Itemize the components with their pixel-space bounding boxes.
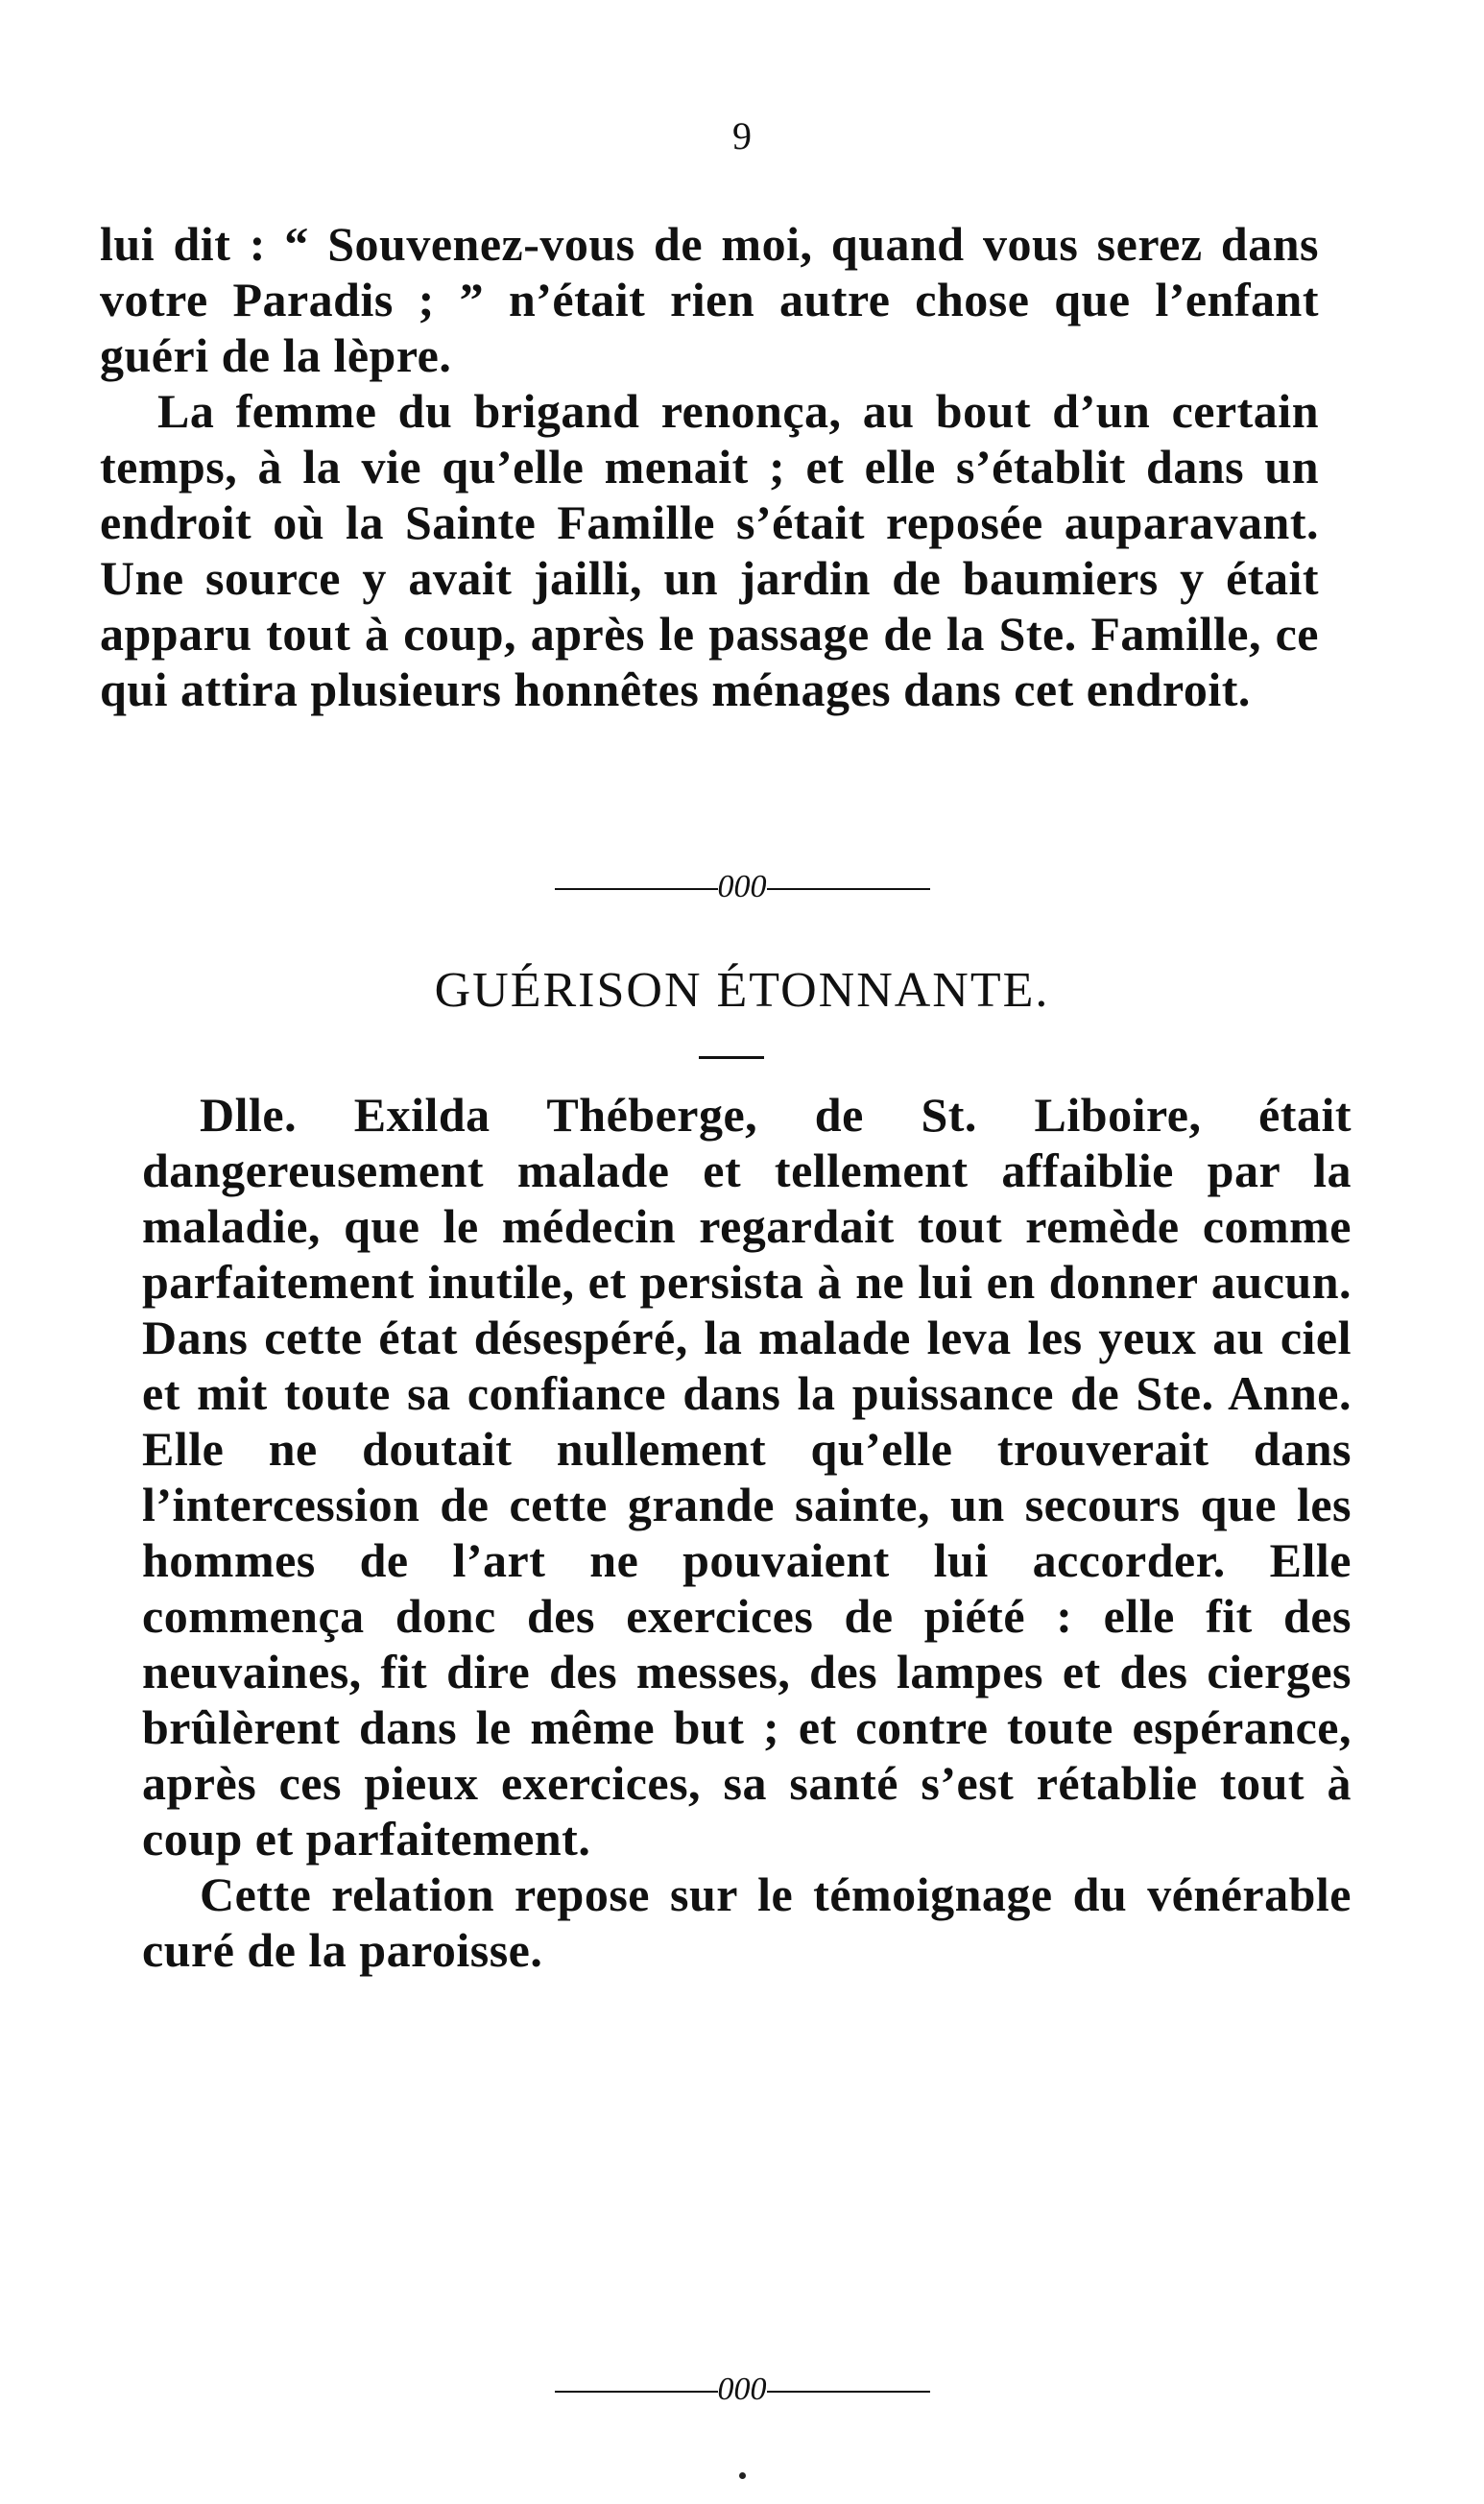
paragraph: lui dit : “ Souvenez-vous de moi, quand vous serez dans votre Paradis ; ” n’était rien autre chose que l’enfant guéri de la lèpre.	[100, 217, 1319, 382]
section-separator	[0, 2372, 1484, 2408]
text-block-continuation	[100, 216, 1319, 717]
separator-rule-left	[555, 2391, 718, 2393]
section-heading: GUÉRISON ÉTONNANTE.	[434, 963, 1050, 1018]
paragraph: Dlle. Exilda Théberge, de St. Liboire, était dangereusement malade et tellement affaiblie par la maladie, que le médecin regardait tout remède comme parfaitement inutile, et persista à ne lui en donner aucun. Dans cette état désespéré, la malade leva les yeux au ciel et mit toute sa confiance dans la puissance de Ste. Anne. Elle ne doutait nullement qu’elle trouverait dans l’intercession de cette grande sainte, un secours que les hommes de l’art ne pouvaient lui accorder. Elle commença donc des exercices de piété : elle fit des neuvaines, fit dire des messes, des lampes et des cierges brûlèrent dans le même but ; et contre toute espérance, après ces pieux exercices, sa santé s’est rétablie tout à coup et parfaitement.	[142, 1088, 1352, 1866]
section-separator	[0, 869, 1484, 905]
paragraph: Cette relation repose sur le témoignage du vénérable curé de la paroisse.	[142, 1867, 1352, 1977]
ink-speck	[739, 2472, 746, 2479]
separator-rule-left	[555, 888, 718, 890]
separator-mark: 000	[717, 2372, 767, 2407]
page-number: 9	[732, 114, 752, 157]
separator-rule-right	[767, 888, 930, 890]
text-block-story	[142, 1087, 1352, 1978]
paragraph: La femme du brigand renonça, au bout d’un certain temps, à la vie qu’elle menait ; et elle s’établit dans un endroit où la Sainte Famille s’était reposée auparavant. Une source y avait jailli, un jardin de baumiers y était apparu tout à coup, après le passage de la Ste. Famille, ce qui attira plusieurs honnêtes ménages dans cet endroit.	[100, 384, 1319, 716]
heading-rule	[699, 1056, 764, 1059]
separator-mark: 000	[717, 869, 767, 904]
separator-rule-right	[767, 2391, 930, 2393]
